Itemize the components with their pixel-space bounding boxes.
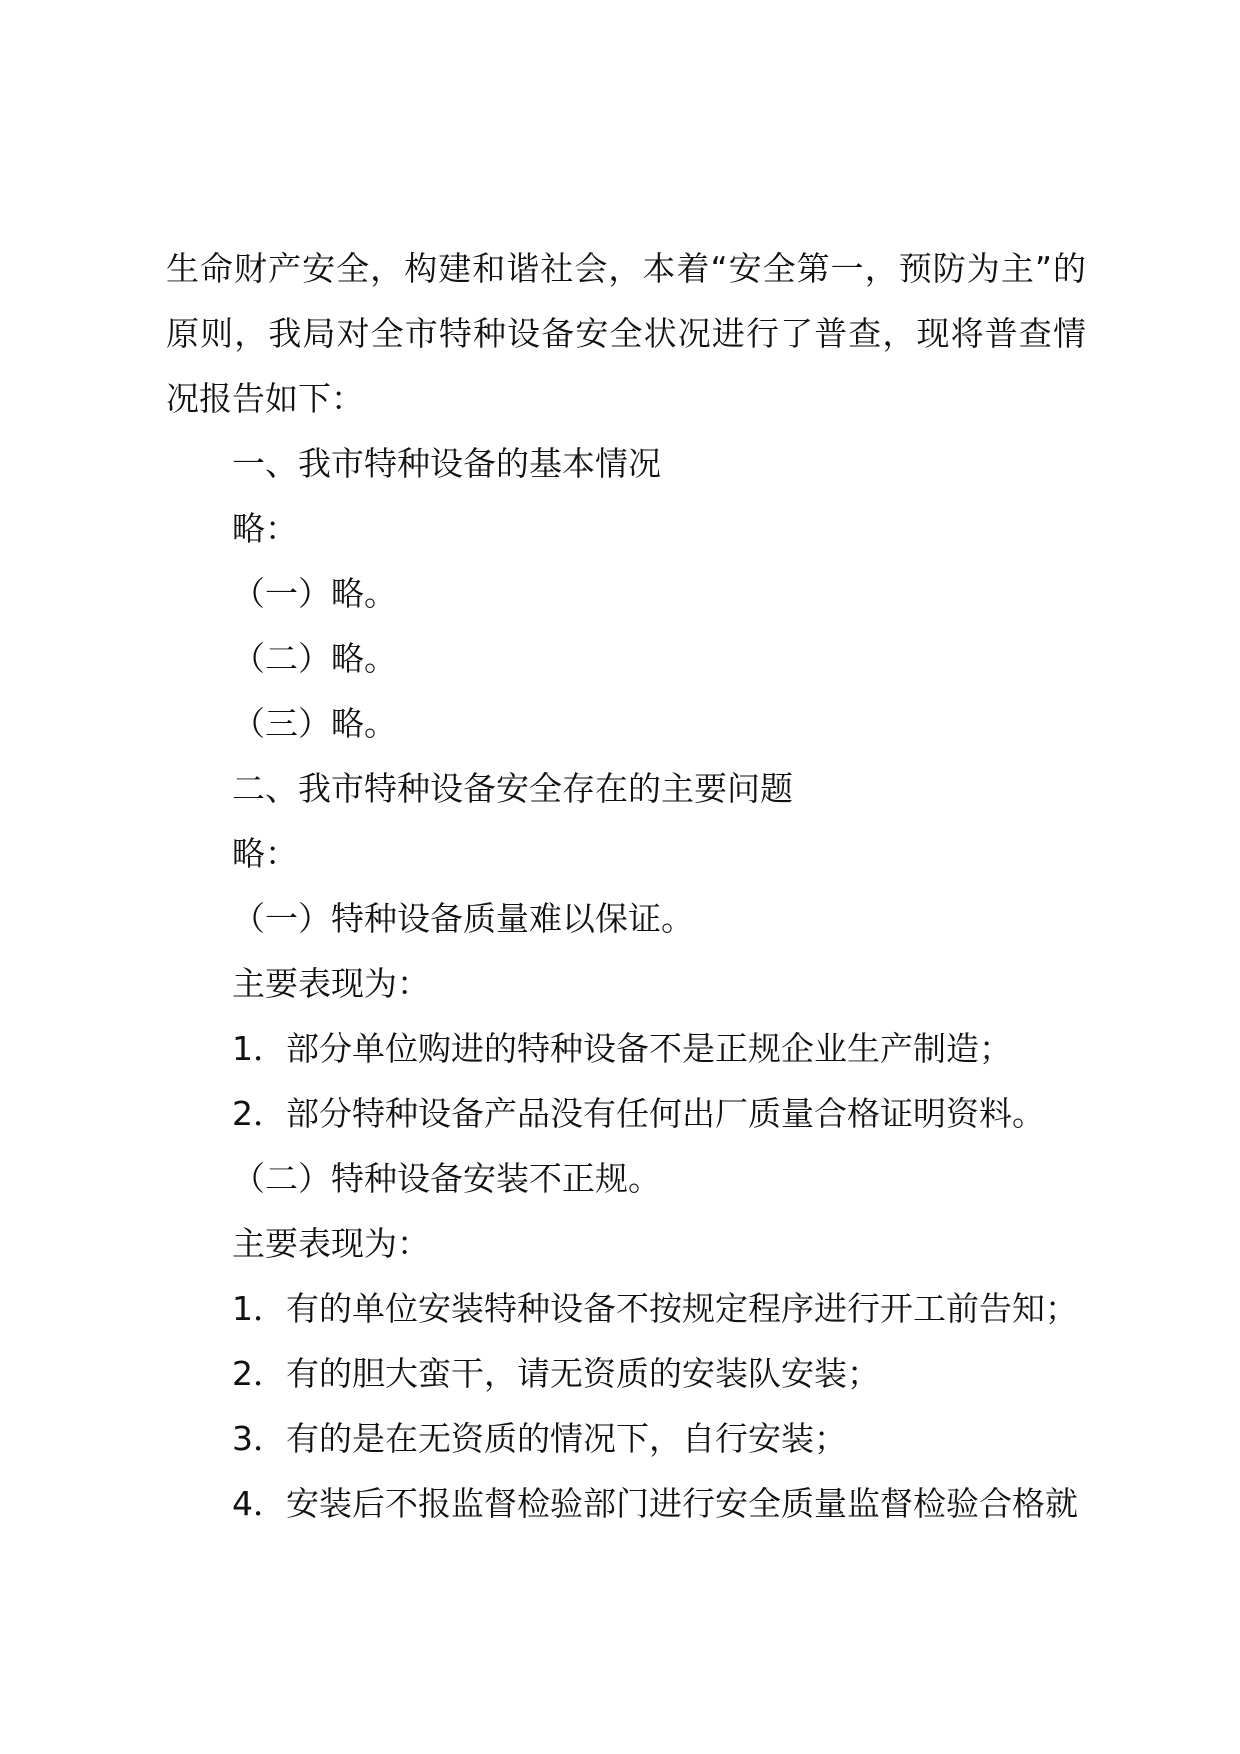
paragraph: 略： [232, 509, 298, 548]
paragraph: 主要表现为： [232, 964, 430, 1003]
paragraph: 略： [232, 834, 298, 873]
list-item: 2．部分特种设备产品没有任何出厂质量合格证明资料。 [232, 1094, 1045, 1133]
section-heading-1: 一、我市特种设备的基本情况 [232, 444, 661, 483]
list-item: （二）略。 [232, 639, 397, 678]
list-item: （三）略。 [232, 704, 397, 743]
list-item: 2．有的胆大蛮干，请无资质的安装队安装； [232, 1354, 880, 1393]
document-body [166, 236, 1086, 1536]
list-item: （一）略。 [232, 574, 397, 613]
paragraph: 主要表现为： [232, 1224, 430, 1263]
list-item: 4．安装后不报监督检验部门进行安全质量监督检验合格就 [232, 1484, 1078, 1523]
section-heading-2: 二、我市特种设备安全存在的主要问题 [232, 769, 793, 808]
paragraph-intro: 生命财产安全，构建和谐社会，本着“安全第一，预防为主”的原则，我局对全市特种设备安全状况进行了普查，现将普查情况报告如下： [166, 249, 1086, 418]
list-item: 1．有的单位安装特种设备不按规定程序进行开工前告知； [232, 1289, 1078, 1328]
subsection-heading: （二）特种设备安装不正规。 [232, 1159, 661, 1198]
subsection-heading: （一）特种设备质量难以保证。 [232, 899, 694, 938]
list-item: 1．部分单位购进的特种设备不是正规企业生产制造； [232, 1029, 1012, 1068]
list-item: 3．有的是在无资质的情况下，自行安装； [232, 1419, 847, 1458]
